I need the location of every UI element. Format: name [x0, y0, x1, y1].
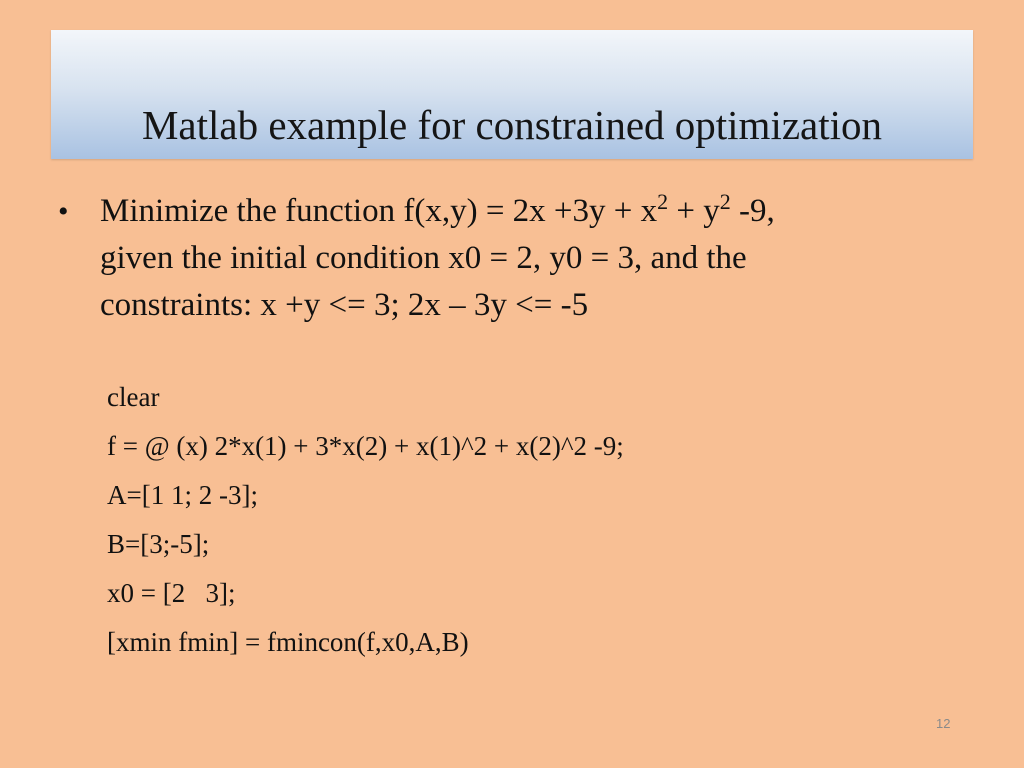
code-line: B=[3;-5];: [107, 529, 210, 559]
code-line: f = @ (x) 2*x(1) + 3*x(2) + x(1)^2 + x(2)^2 -9;: [107, 431, 624, 461]
code-line: [xmin fmin] = fmincon(f,x0,A,B): [107, 627, 469, 657]
exponent-y: 2: [719, 189, 731, 214]
slide-number: 12: [936, 716, 951, 731]
bullet-line-1: [100, 188, 938, 235]
bullet-line-1-prefix: Minimize the function f(x,y) = 2x +3y + x: [100, 193, 658, 229]
bullet-marker: •: [58, 195, 69, 228]
bullet-line-1-mid: + y: [668, 193, 720, 229]
bullet-text: [100, 188, 938, 329]
slide-title: Matlab example for constrained optimization: [141, 102, 883, 148]
exponent-x: 2: [657, 189, 669, 214]
code-line: clear: [107, 382, 160, 412]
code-line: A=[1 1; 2 -3];: [107, 480, 258, 510]
bullet-item: [58, 188, 938, 329]
code-block: [107, 373, 624, 667]
bullet-line-3: constraints: x +y <= 3; 2x – 3y <= -5: [100, 287, 589, 323]
bullet-line-2: given the initial condition x0 = 2, y0 = 3, and the: [100, 240, 747, 276]
bullet-line-1-suffix: -9,: [730, 193, 775, 229]
code-line: x0 = [2 3];: [107, 578, 236, 608]
